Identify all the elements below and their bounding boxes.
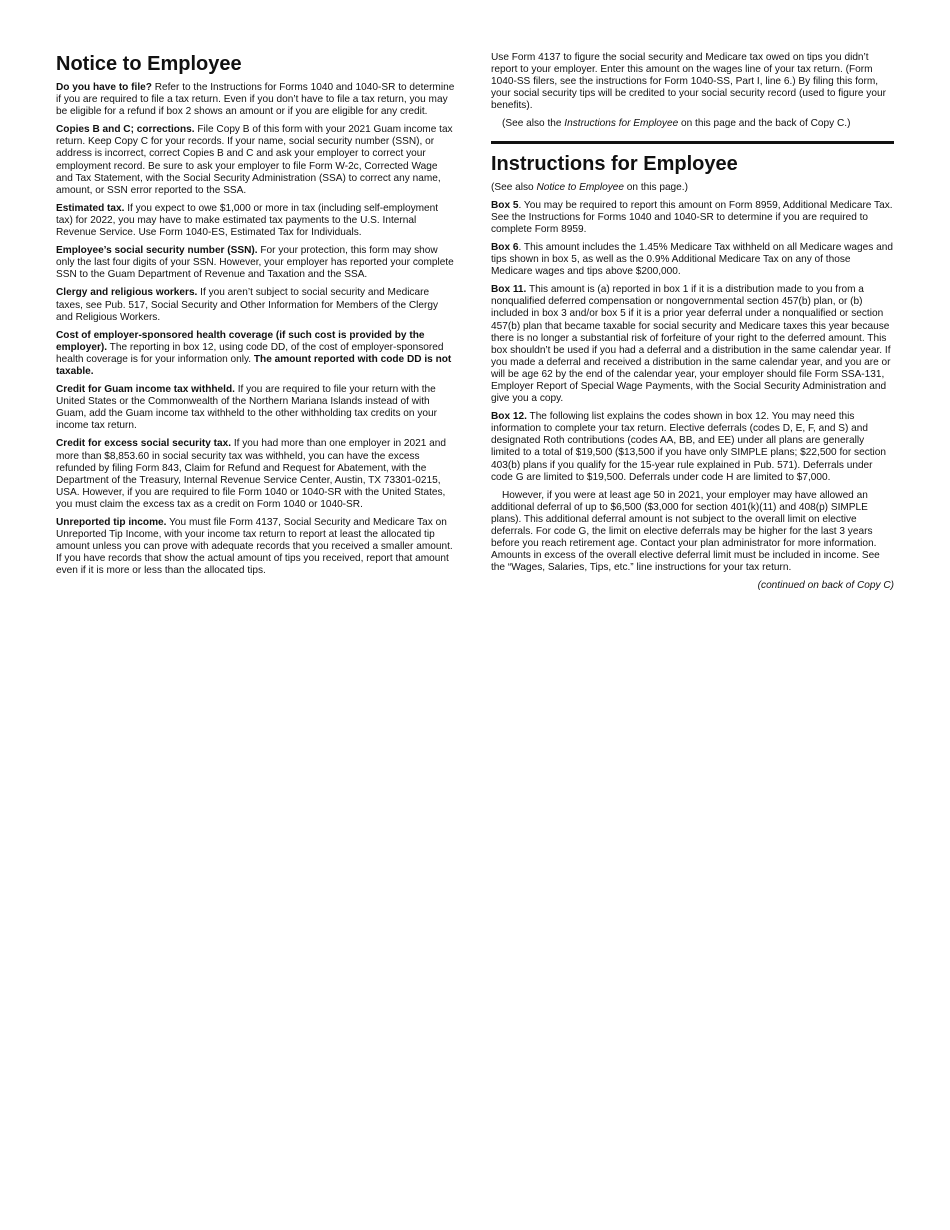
paragraph-file xyxy=(56,82,456,118)
paragraph-box6 xyxy=(491,242,894,278)
text-unreported-tip: You must file Form 4137, Social Security and Medicare Tax on Unreported Tip Income, with your income tax return to report at least the allocated tip amount unless you can prove with adequate records that you received a smaller amount. If you have records that show the actual amount of tips you received, report that amount even if it is more or less than the allocated tips. xyxy=(56,517,453,577)
text-box11: This amount is (a) reported in box 1 if it is a distribution made to you from a nonqualified deferred compensation or nongovernmental section 457(b) plan, or (b) included in box 3 and/or box 5 if it is a prior year deferral under a nonqualified or section 457(b) plan that became taxable for social security and Medicare taxes this year because there is no longer a substantial risk of forfeiture of your right to the deferred amount. This box shouldn’t be used if you had a deferral and a distribution in the same calendar year. If you made a deferral and received a distribution in the same calendar year, and you are or will be age 62 by the end of the calendar year, your employer should file Form SSA-131, Employer Report of Special Wage Payments, with the Social Security Administration and give you a copy. xyxy=(491,284,891,405)
right-column xyxy=(491,52,894,598)
heading-excess-ss: Credit for excess social security tax. xyxy=(56,438,232,450)
paragraph-ssn xyxy=(56,245,456,281)
text-clergy: If you aren’t subject to social security and Medicare taxes, see Pub. 517, Social Security and Other Information for Members of the Clergy and Religious Workers. xyxy=(56,287,439,323)
paragraph-unreported-tip xyxy=(56,517,456,577)
see-also-suffix: on this page and the back of Copy C.) xyxy=(678,118,851,130)
heading-file: Do you have to file? xyxy=(56,82,152,93)
paragraph-copies xyxy=(56,124,456,197)
instructions-title: Instructions for Employee xyxy=(491,152,738,175)
paragraph-estimated-tax xyxy=(56,203,456,239)
paragraph-excess-ss xyxy=(56,438,456,511)
text-health-coverage-bold: The amount reported with code DD is not taxable. xyxy=(56,353,452,377)
text-health-coverage: The reporting in box 12, using code DD, of the cost of employer-sponsored health coverage is for your information only. xyxy=(56,341,444,365)
text-ssn: For your protection, this form may show only the last four digits of your SSN. However, your employer has reported your complete SSN to the Guam Department of Revenue and Taxation and the SSA. xyxy=(56,245,454,281)
paragraph-box5 xyxy=(491,200,894,236)
paragraph-see-also-notice xyxy=(491,182,894,194)
heading-guam-credit: Credit for Guam income tax withheld. xyxy=(56,384,235,396)
text-copies: File Copy B of this form with your 2021 Guam income tax return. Keep Copy C for your records. If your name, social security number (SSN), or address is incorrect, correct Copies B and C and ask your employer to correct your employment record. Be sure to ask your employer to file Form W-2c, Corrected Wage and Tax Statement, with the Social Security Administration (SSA) to correct any name, amount, or SSN error reported to the SSA. xyxy=(56,124,453,196)
text-box6: . This amount includes the 1.45% Medicare Tax withheld on all Medicare wages and tips shown in box 5, as well as the 0.9% Additional Medicare Tax on any of those Medicare wages and tips above $200,000. xyxy=(491,241,893,278)
heading-copies: Copies B and C; corrections. xyxy=(56,124,195,136)
heading-box11: Box 11. xyxy=(491,284,527,296)
heading-estimated-tax: Estimated tax. xyxy=(56,202,125,214)
section-divider xyxy=(491,141,894,144)
paragraph-health-coverage xyxy=(56,330,456,378)
see-also-prefix: (See also the xyxy=(502,118,565,130)
paragraph-form-4137: Use Form 4137 to figure the social security and Medicare tax owed on tips you didn’t report to your employer. Enter this amount on the wages line of your tax return. (Form 1040-SS filers, see the instructions for Form 1040-SS, Part I, line 6.) By filing this form, your social security tips will be credited to your social security record (used to figure your benefits). xyxy=(491,52,886,112)
continued-note: (continued on back of Copy C) xyxy=(757,580,894,592)
paragraph-clergy xyxy=(56,287,456,323)
heading-unreported-tip: Unreported tip income. xyxy=(56,517,167,528)
text-box5: . You may be required to report this amount on Form 8959, Additional Medicare Tax. See the Instructions for Forms 1040 and 1040-SR to determine if you are required to complete Form 8959. xyxy=(491,199,893,235)
paragraph-box11 xyxy=(491,284,894,405)
see-notice-italic: Notice to Employee xyxy=(536,181,624,193)
heading-box6: Box 6 xyxy=(491,241,519,253)
left-column xyxy=(56,52,456,598)
see-notice-suffix: on this page.) xyxy=(623,181,688,193)
paragraph-guam-credit xyxy=(56,384,456,432)
heading-ssn: Employee’s social security number (SSN). xyxy=(56,245,258,257)
text-guam-credit: If you are required to file your return with the United States or the Commonwealth of the Northern Mariana Islands instead of with Guam, add the Guam income tax withheld to the other withholding tax credits on your income tax return. xyxy=(56,384,437,432)
heading-box5: Box 5 xyxy=(491,199,519,211)
text-file: Refer to the Instructions for Forms 1040 and 1040-SR to determine if you are required to file a tax return. Even if you don’t have to file a tax return, you may be eligible for a refund if box 2 shows an amount or if you are eligible for any credit. xyxy=(56,82,455,118)
paragraph-however: However, if you were at least age 50 in 2021, your employer may have allowed an additional deferral of up to $6,500 ($3,000 for section 401(k)(11) and 408(p) SIMPLE plans). This additional deferral amount is not subject to the overall limit on elective deferrals. For code G, the limit on elective deferrals may be higher for the last 3 years before you reach retirement age. Contact your plan administrator for more information. Amounts in excess of the overall elective deferral limit must be included in income. See the “Wages, Salaries, Tips, etc.” line instructions for your tax return. xyxy=(491,489,880,574)
paragraph-see-also-instructions xyxy=(491,118,894,130)
paragraph-box12 xyxy=(491,411,894,484)
text-estimated-tax: If you expect to owe $1,000 or more in tax (including self-employment tax) for 2022, you may have to make estimated tax payments to the U.S. Internal Revenue Service. Use Form 1040-ES, Estimated Tax for Individuals. xyxy=(56,202,439,239)
text-box12: The following list explains the codes shown in box 12. You may need this information to complete your tax return. Elective deferrals (codes D, E, F, and S) and designated Roth contributions (codes AA, BB, and EE) under all plans are generally limited to a total of $19,500 ($13,500 if you have only SIMPLE plans; $22,500 for section 403(b) plans if you qualify for the 15-year rule explained in Pub. 571). Deferrals under code G are limited to $19,500. Deferrals under code H are limited to $7,000. xyxy=(491,411,887,483)
notice-title: Notice to Employee xyxy=(56,53,242,75)
see-also-italic: Instructions for Employee xyxy=(564,118,679,130)
text-excess-ss: If you had more than one employer in 2021 and more than $8,853.60 in social security tax was withheld, you can have the excess refunded by filing Form 843, Claim for Refund and Request for Abatement, with the Department of the Treasury, Internal Revenue Service Center, Austin, TX 73301-0215, USA. However, if you are required to file Form 1040 or 1040-SR with the United States, you must claim the excess tax as a credit on Form 1040 or 1040-SR. xyxy=(56,438,446,510)
heading-box12: Box 12. xyxy=(491,411,527,423)
heading-clergy: Clergy and religious workers. xyxy=(56,287,198,299)
see-notice-prefix: (See also xyxy=(491,181,537,193)
heading-health-coverage: Cost of employer-sponsored health coverage (if such cost is provided by the employer). xyxy=(56,329,425,353)
form-page xyxy=(56,52,894,598)
